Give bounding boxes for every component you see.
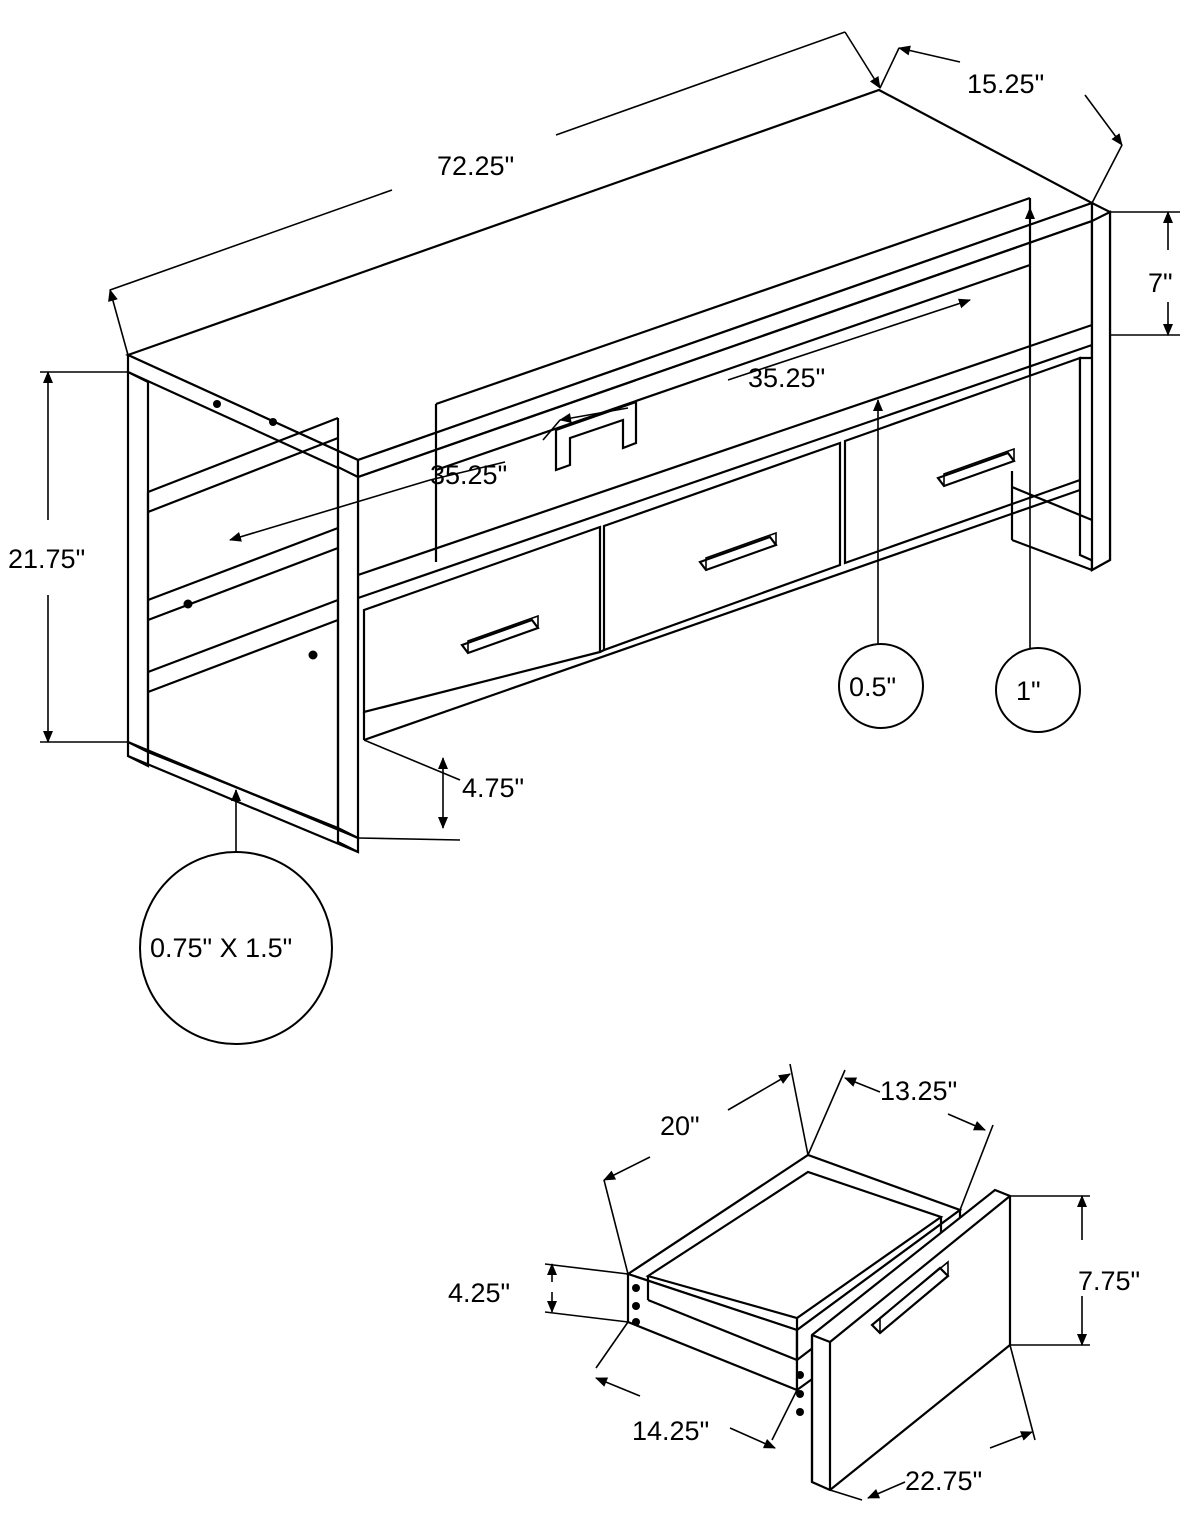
drawer-fastener-dot xyxy=(632,1318,640,1326)
dimline-1525-b xyxy=(1085,95,1122,145)
label-panel-thickness: 0.5" xyxy=(849,672,897,702)
frame-left-foot-bottom xyxy=(128,756,358,852)
fastener-dot xyxy=(213,400,221,408)
label-drawer-box-width: 20" xyxy=(660,1111,700,1141)
drawer-fastener-dot xyxy=(796,1371,804,1379)
dimline-1425-a xyxy=(596,1378,640,1396)
drawer-front-center xyxy=(604,443,840,650)
ext-475-top xyxy=(364,740,460,780)
frame-left-rear-post xyxy=(338,467,358,838)
label-overall-width: 72.25" xyxy=(437,151,515,181)
frame-left-bottom-rail-inner xyxy=(148,752,338,828)
label-overall-depth: 15.25" xyxy=(967,69,1045,99)
ext-72-right xyxy=(845,32,880,88)
drawer-fastener-dot xyxy=(632,1284,640,1292)
label-drawer-box-height: 4.25" xyxy=(448,1278,511,1308)
label-lower-compartment: 35.25" xyxy=(430,460,508,490)
dimline-20-b xyxy=(728,1074,790,1110)
console-center-divider xyxy=(556,402,636,470)
label-top-thickness: 1" xyxy=(1016,676,1041,706)
ext-2275-left xyxy=(830,1490,862,1500)
ext-475-bottom xyxy=(358,838,460,840)
label-overall-height: 21.75" xyxy=(8,544,86,574)
dimline-1425-b xyxy=(730,1428,775,1448)
ext-1525-right xyxy=(1092,145,1122,203)
ext-425-bottom xyxy=(545,1312,628,1322)
frame-left-front-post xyxy=(128,372,148,752)
left-shelf-top-front xyxy=(148,438,338,512)
label-drawer-inner-width: 14.25" xyxy=(632,1416,710,1446)
left-shelf-low-back xyxy=(148,600,338,672)
dimline-20-a xyxy=(604,1157,650,1180)
fastener-dot xyxy=(269,418,277,426)
label-upper-compartment: 35.25" xyxy=(748,363,826,393)
dimline-1325-a xyxy=(845,1078,880,1092)
label-drawer-front-height: 7.75" xyxy=(1078,1266,1141,1296)
drawer-fastener-dot xyxy=(796,1408,804,1416)
fastener-dot xyxy=(184,600,193,609)
ext-20-right xyxy=(790,1064,808,1155)
ext-72-left xyxy=(110,290,128,355)
label-frame-tube: 0.75" X 1.5" xyxy=(150,933,293,963)
label-drawer-front-width: 22.75" xyxy=(905,1466,983,1496)
label-top-shelf-height: 7" xyxy=(1148,268,1173,298)
ext-1425-right xyxy=(772,1390,797,1440)
dimline-1325-b xyxy=(948,1114,985,1130)
ext-1325-left xyxy=(808,1070,845,1155)
dimline-2275-a xyxy=(868,1482,905,1498)
dimline-72-a xyxy=(110,190,392,290)
console-body xyxy=(128,90,1110,852)
left-shelf-mid-back xyxy=(148,528,338,600)
ext-1425-left xyxy=(596,1322,628,1368)
ext-425-top xyxy=(545,1264,628,1274)
dimline-1525-a xyxy=(899,48,960,62)
ext-2275-right xyxy=(1010,1345,1035,1440)
dimline-2275-b xyxy=(990,1432,1032,1448)
ext-20-left xyxy=(604,1180,628,1274)
left-shelf-mid-front xyxy=(148,548,338,620)
fastener-dot xyxy=(309,651,318,660)
drawer-fastener-dot xyxy=(632,1302,640,1310)
label-leg-clearance: 4.75" xyxy=(462,773,525,803)
label-drawer-box-depth: 13.25" xyxy=(880,1076,958,1106)
ext-1525-left xyxy=(880,48,899,88)
frame-right-outer-post xyxy=(1092,212,1110,570)
